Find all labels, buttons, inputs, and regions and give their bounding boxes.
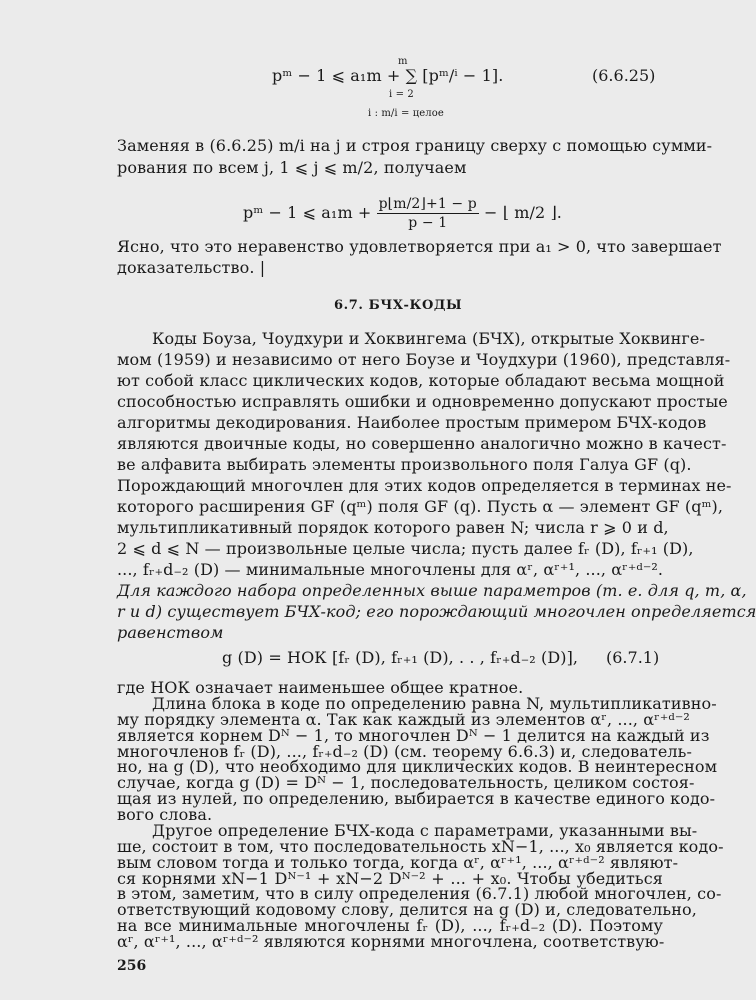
paragraph-line: αʳ, αʳ⁺¹, ..., αʳ⁺ᵈ⁻² являются корнями многочлена, соответствую- [117, 932, 665, 951]
equation-bound: pᵐ − 1 ⩽ a₁m + $\frac{p⌊m/2⌋+1 - p}{p - 1}$ − ⌊ m/2 ⌋. [243, 196, 562, 231]
paragraph-line: вого слова. [117, 805, 213, 824]
paragraph-line-italic: r и d) существует БЧХ-код; его порождающий многочлен определяется [117, 602, 756, 621]
equation-6-7-1: g (D) = НОК [fᵣ (D), fᵣ₊₁ (D), . . , fᵣ₊d₋₂ (D)], [222, 648, 579, 667]
paragraph-line: на все минимальные многочлены fᵣ (D), ..., fᵣ₊d₋₂ (D). Поэтому [117, 916, 663, 936]
paragraph-line: где НОК означает наименьшее общее кратное. [117, 678, 524, 697]
paragraph-line: ют собой класс циклических кодов, которые обладают весьма мощной [117, 371, 725, 390]
paragraph-line-italic: Для каждого набора определенных выше параметров (т. е. для q, m, α, [117, 581, 747, 600]
paragraph-line-italic: равенством [117, 623, 224, 642]
paragraph-line: ве алфавита выбирать элементы произвольного поля Галуа GF (q). [117, 455, 692, 474]
paragraph-line: Другое определение БЧХ-кода с параметрами, указанными вы- [152, 820, 698, 840]
paragraph-line: рования по всем j, 1 ⩽ j ⩽ m/2, получаем [117, 158, 467, 177]
paragraph-line: му порядку элемента α. Так как каждый из элементов αʳ, ..., αʳ⁺ᵈ⁻² [117, 709, 690, 729]
paragraph-line: Заменяя в (6.6.25) m/i на j и строя границу сверху с помощью сумми- [117, 136, 713, 155]
sum-upper-limit: m [398, 56, 408, 67]
paragraph-line: ся корнями xN−1 Dᴺ⁻¹ + xN−2 Dᴺ⁻² + ... + x₀. Чтобы убедиться [117, 868, 663, 888]
paragraph-line: 2 ⩽ d ⩽ N — произвольные целые числа; пусть далее fᵣ (D), fᵣ₊₁ (D), [117, 539, 694, 558]
paragraph-line: мультипликативный порядок которого равен N; числа r ⩾ 0 и d, [117, 518, 669, 537]
paragraph-line: Ясно, что это неравенство удовлетворяется при a₁ > 0, что завершает [117, 237, 722, 256]
paragraph-line: являются двоичные коды, но совершенно аналогично можно в качест- [117, 434, 727, 453]
paragraph-line: ..., fᵣ₊d₋₂ (D) — минимальные многочлены для αʳ, αʳ⁺¹, ..., αʳ⁺ᵈ⁻². [117, 560, 664, 579]
paragraph-line: вым словом тогда и только тогда, когда αʳ, αʳ⁺¹, ..., αʳ⁺ᵈ⁻² являют- [117, 852, 679, 872]
paragraph-line: но, на g (D), что необходимо для циклических кодов. В неинтересном [117, 757, 718, 777]
paragraph-line: в этом, заметим, что в силу определения (6.7.1) любой многочлен, со- [117, 884, 722, 904]
paragraph-line: Порождающий многочлен для этих кодов определяется в терминах не- [117, 476, 732, 495]
equation-number-6-7-1: (6.7.1) [606, 648, 660, 667]
fraction: $\frac{p⌊m/2⌋+1 - p}{p - 1}$ [378, 196, 477, 231]
paragraph-line: способностью исправлять ошибки и одновременно допускают простые [117, 392, 728, 411]
equation-6-6-25: pᵐ − 1 ⩽ a₁m + ∑ [pᵐ/ⁱ − 1]. [272, 66, 504, 85]
paragraph-line: ответствующий кодовому слову, делится на g (D) и, следовательно, [117, 900, 697, 920]
paragraph-line: является корнем Dᴺ − 1, то многочлен Dᴺ − 1 делится на каждый из [117, 725, 710, 745]
paragraph-line: алгоритмы декодирования. Наиболее простым примером БЧХ-кодов [117, 413, 707, 432]
paragraph-line: щая из нулей, по определению, выбирается в качестве единого кодо- [117, 789, 716, 809]
paragraph-line: Длина блока в коде по определению равна N, мультипликативно- [152, 693, 717, 713]
section-heading: 6.7. БЧХ-КОДЫ [334, 298, 463, 313]
paragraph-line: которого расширения GF (qᵐ) поля GF (q). Пусть α — элемент GF (qᵐ), [117, 497, 724, 516]
sum-condition: i : m/i = целое [368, 108, 444, 119]
paragraph-line: доказательство. | [117, 258, 266, 277]
paragraph-line: многочленов fᵣ (D), ..., fᵣ₊d₋₂ (D) (см. теорему 6.6.3) и, следователь- [117, 741, 692, 761]
equation-number-6-6-25: (6.6.25) [592, 66, 656, 85]
paragraph-line: случае, когда g (D) = Dᴺ − 1, последовательность, целиком состоя- [117, 773, 695, 793]
paragraph-line: Коды Боуза, Чоудхури и Хоквингема (БЧХ), открытые Хоквинге- [152, 329, 705, 348]
page-number: 256 [117, 958, 147, 974]
paragraph-line: мом (1959) и независимо от него Боузе и Чоудхури (1960), представля- [117, 350, 731, 369]
sum-lower-limit: i = 2 [389, 89, 414, 100]
paragraph-line: ше, состоит в том, что последовательность xN−1, ..., x₀ является кодо- [117, 836, 724, 856]
